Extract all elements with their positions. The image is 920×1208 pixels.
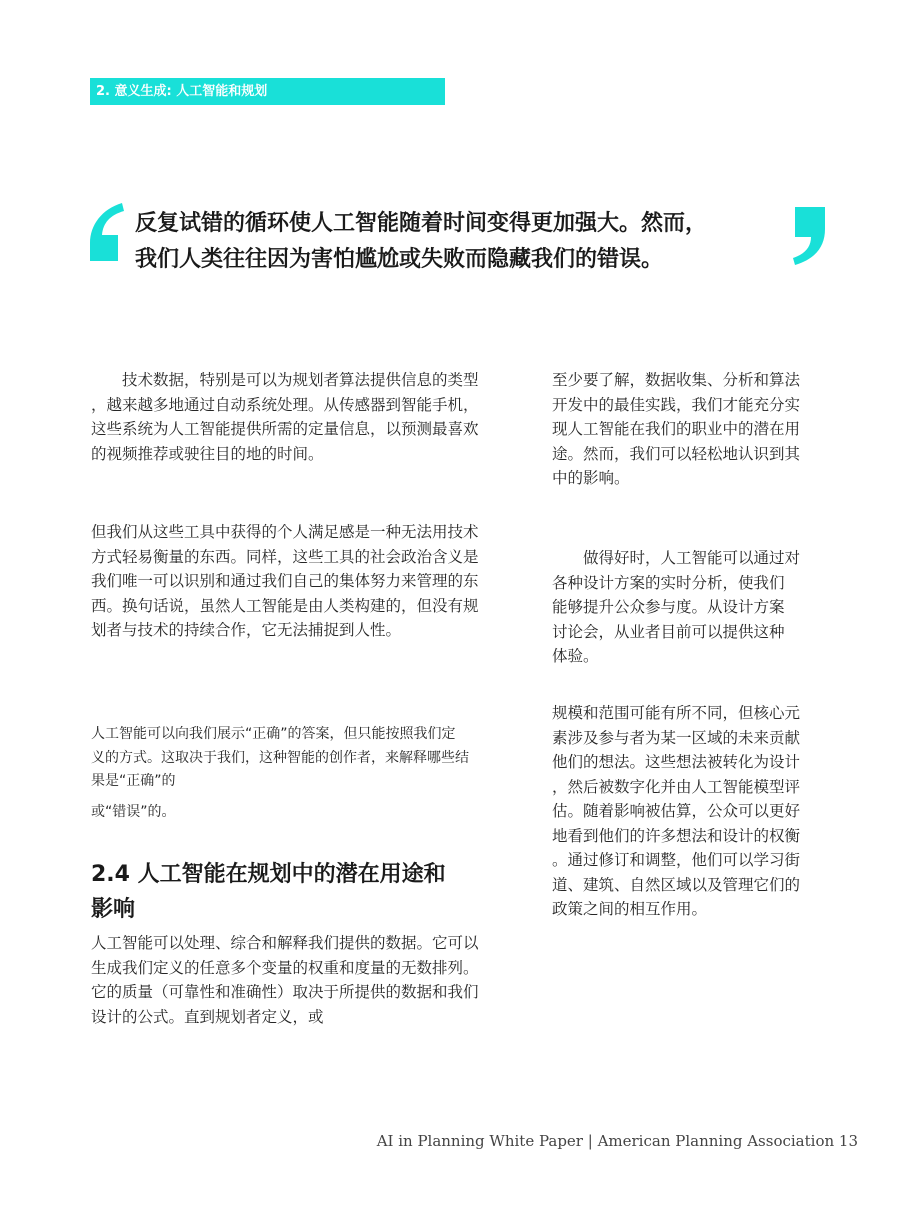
close-quote-icon	[789, 205, 829, 267]
page-footer: AI in Planning White Paper | American Planning Association 13	[376, 1132, 858, 1150]
left-paragraph-5: 人工智能可以处理、综合和解释我们提供的数据。它可以 生成我们定义的任意多个变量的权重和度量的无数排列。 它的质量（可靠性和准确性）取决于所提供的数据和我们 设计的公式。直到规划者定义，或	[91, 934, 479, 1026]
left-paragraph-1: 技术数据，特别是可以为规划者算法提供信息的类型 ，越来越多地通过自动系统处理。从传感器到智能手机， 这些系统为人工智能提供所需的定量信息，以预测最喜欢 的视频推荐或驶往目的地的时间。	[91, 371, 479, 463]
right-paragraph-3: 规模和范围可能有所不同，但核心元 素涉及参与者为某一区域的未来贡献 他们的想法。这些想法被转化为设计 ，然后被数字化并由人工智能模型评 估。随着影响被估算，公众可以更好 地看到他们的许多想法和设计的权衡 。通过修订和调整，他们可以学习街 道、建筑、自然区域以及管理它们的 政策之间的相互作用。	[552, 704, 801, 918]
right-paragraph-1: 至少要了解，数据收集、分析和算法 开发中的最佳实践，我们才能充分实 现人工智能在我们的职业中的潜在用 途。然而，我们可以轻松地认识到其 中的影响。	[552, 371, 801, 487]
section-heading: 2.4 人工智能在规划中的潜在用途和 影响	[91, 862, 446, 922]
section-header: 2. 意义生成: 人工智能和规划	[90, 78, 445, 105]
right-paragraph-2: 做得好时，人工智能可以通过对 各种设计方案的实时分析，使我们 能够提升公众参与度。从设计方案 讨论会，从业者目前可以提供这种 体验。	[552, 549, 801, 665]
left-paragraph-3: 人工智能可以向我们展示“正确”的答案，但只能按照我们定 义的方式。这取决于我们，这种智能的创作者，来解释哪些结 果是“正确”的	[91, 726, 469, 789]
left-paragraph-2: 但我们从这些工具中获得的个人满足感是一种无法用技术 方式轻易衡量的东西。同样，这些工具的社会政治含义是 我们唯一可以识别和通过我们自己的集体努力来管理的东 西。换句话说，虽然人工智能是由人类构建的，但没有规 划者与技术的持续合作，它无法捕捉到人性。	[91, 523, 479, 639]
pull-quote-line: 我们人类往往因为害怕尴尬或失败而隐藏我们的错误。	[135, 247, 664, 272]
left-paragraph-4: 或“错误”的。	[91, 804, 176, 820]
open-quote-icon	[88, 203, 128, 265]
pull-quote	[135, 206, 775, 278]
pull-quote-line: 反复试错的循环使人工智能随着时间变得更加强大。然而，	[135, 211, 708, 236]
